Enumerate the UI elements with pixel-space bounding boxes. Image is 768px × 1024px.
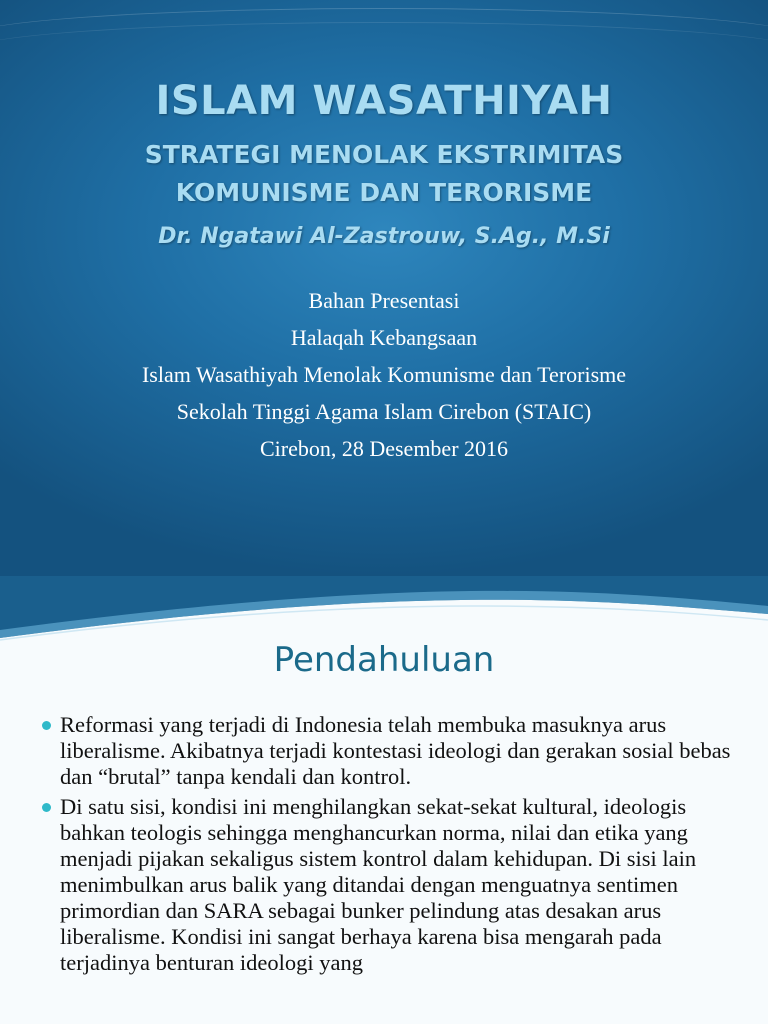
info-line: Bahan Presentasi (308, 288, 460, 313)
decorative-curve (0, 22, 768, 83)
bullet-text: Reformasi yang terjadi di Indonesia telah membuka masuknya arus liberalisme. Akibatnya terjadi kontestasi ideologi dan gerakan sosial bebas dan “brutal” tanpa kendali dan kontrol. (60, 712, 731, 789)
info-line: Cirebon, 28 Desember 2016 (259, 436, 509, 461)
info-line: Halaqah Kebangsaan (290, 325, 478, 350)
content-slide (0, 576, 768, 1024)
bullet-dot-icon (42, 721, 51, 730)
slide-subtitle-line-2: KOMUNISME DAN TERORISME (175, 178, 593, 207)
slide-subtitle-line-1: STRATEGI MENOLAK EKSTRIMITAS (144, 140, 624, 169)
bullet-dot-icon (42, 803, 51, 812)
list-item (48, 794, 738, 976)
info-line: Sekolah Tinggi Agama Islam Cirebon (STAIC) (176, 399, 592, 424)
bullet-text: Di satu sisi, kondisi ini menghilangkan sekat-sekat kultural, ideologis bahkan teologis sehingga menghancurkan norma, nilai dan etika yang menjadi pijakan sekaligus sistem kontrol dalam kehidupan. Di sisi lain menimbulkan arus balik yang ditandai dengan menguatnya sentimen primordian dan SARA sebagai bunker pelindung atas desakan arus liberalisme. Kondisi ini sangat berhaya karena bisa mengarah pada terjadinya benturan ideologi yang (60, 794, 697, 975)
list-item (48, 712, 738, 790)
author-name: Dr. Ngatawi Al-Zastrouw, S.Ag., M.Si (158, 224, 610, 249)
info-line: Islam Wasathiyah Menolak Komunisme dan Terorisme (141, 362, 627, 387)
slide-heading: Pendahuluan (273, 640, 495, 680)
bullet-list (48, 712, 738, 980)
slide-wave-decoration (0, 576, 768, 646)
slide-title: ISLAM WASATHIYAH (155, 78, 613, 124)
